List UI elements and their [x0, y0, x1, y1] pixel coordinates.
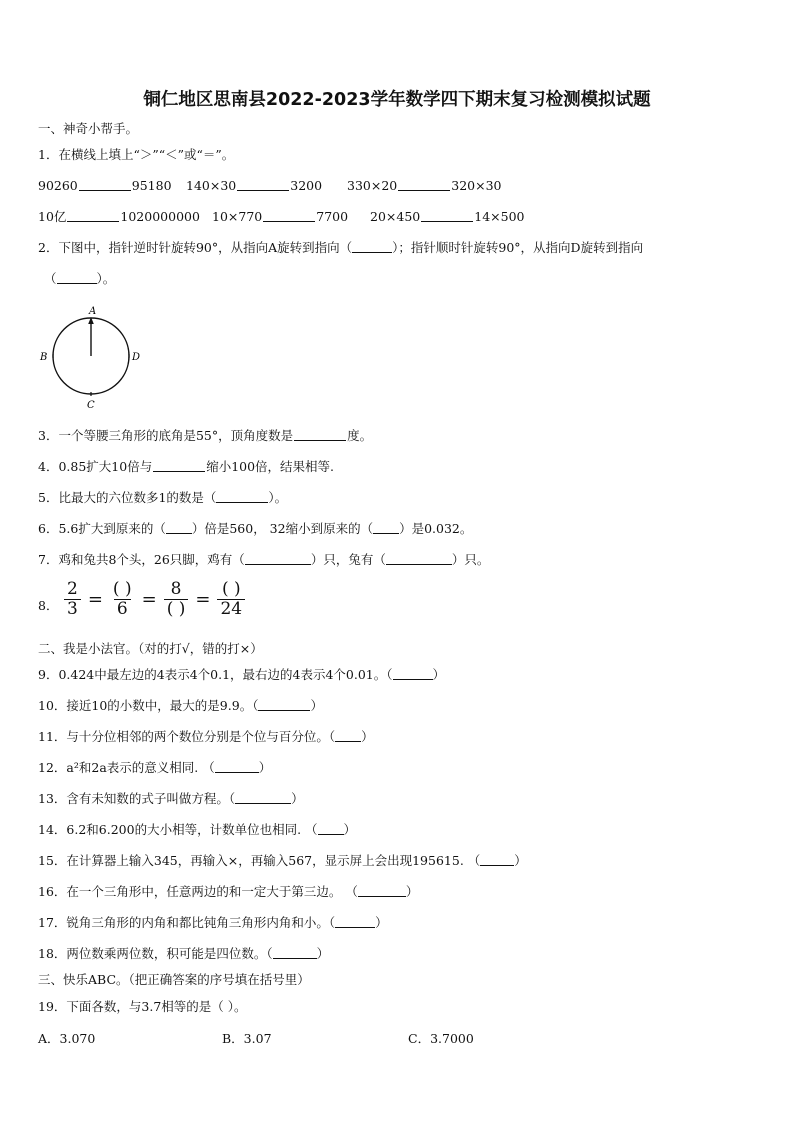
q19-option-c[interactable]: C．3.7000 — [408, 1031, 474, 1046]
judge-q17 — [38, 915, 388, 931]
q1-r2-i1-blank[interactable] — [67, 209, 119, 222]
judge-q16-close: ） — [405, 884, 419, 899]
q19-option-a[interactable]: A．3.070 — [38, 1031, 96, 1046]
judge-q17-blank[interactable] — [335, 915, 375, 928]
judge-q12-close: ） — [258, 760, 272, 775]
label-b: B — [40, 352, 48, 363]
q1-r1-i2-blank[interactable] — [237, 178, 289, 191]
fraction-4 — [217, 580, 245, 619]
q2-blank1[interactable] — [352, 240, 392, 253]
judge-q16 — [38, 884, 418, 900]
judge-q18-close: ） — [316, 946, 330, 961]
judge-q16-text: 16．在一个三角形中，任意两边的和一定大于第三边。 （ — [38, 884, 358, 899]
judge-q11 — [38, 729, 374, 745]
q1-r1-i3-left: 330×20 — [347, 178, 398, 193]
judge-q17-text: 17．锐角三角形的内角和都比钝角三角形内角和小。（ — [38, 915, 336, 930]
q2-blank2[interactable] — [57, 271, 97, 284]
judge-q14-text: 14．6.2和6.200的大小相等，计数单位也相同. （ — [38, 822, 318, 837]
q6-blank2[interactable] — [373, 521, 399, 534]
fraction-1-denominator: 3 — [64, 599, 81, 619]
q7-blank2[interactable] — [386, 552, 452, 565]
judge-q14-blank[interactable] — [318, 822, 344, 835]
q1-row1-item1 — [38, 178, 172, 194]
page-title: 铜仁地区思南县2022-2023学年数学四下期末复习检测模拟试题 — [143, 90, 651, 110]
fraction-3-numerator: 8 — [170, 579, 182, 599]
section-1-heading: 一、神奇小帮手。 — [38, 121, 139, 136]
q2-part2: ）；指针顺时针旋转90°，从指向D旋转到指向 — [392, 240, 644, 255]
judge-q15-close: ） — [514, 853, 527, 868]
q1-row1-item3 — [347, 178, 502, 194]
q1-r2-i1-right: 1020000000 — [120, 209, 200, 224]
q6-text3: ）是0.032。 — [399, 521, 473, 536]
q5 — [38, 490, 287, 506]
q1-r1-i1-right: 95180 — [131, 178, 172, 193]
q6-text1: 6．5.6扩大到原来的（ — [38, 521, 166, 536]
judge-q9-text: 9．0.424中最左边的4表示4个0.1，最右边的4表示4个0.01。（ — [38, 667, 393, 682]
q5-close: ）。 — [268, 490, 288, 505]
q19-stem: 19．下面各数，与3.7相等的是（ ）。 — [38, 999, 247, 1014]
judge-q13-blank[interactable] — [235, 791, 291, 804]
q2-line2-close: ）。 — [96, 271, 116, 286]
q1-row1-item2 — [186, 178, 322, 194]
q2-line2 — [44, 271, 115, 287]
q3-unit: 度。 — [347, 428, 373, 443]
q8-number: 8． — [38, 598, 59, 613]
q1-r1-i2-left: 140×30 — [186, 178, 237, 193]
label-c: C — [87, 400, 95, 411]
q1-r1-i3-blank[interactable] — [398, 178, 450, 191]
q6-text2: ）倍是560， 32缩小到原来的（ — [191, 521, 374, 536]
q2-line1 — [38, 240, 643, 256]
q1-r2-i2-right: 7700 — [316, 209, 349, 224]
judge-q11-close: ） — [361, 729, 374, 744]
fraction-2-denominator: 6 — [114, 599, 131, 619]
judge-q10-blank[interactable] — [258, 698, 310, 711]
fraction-3 — [164, 580, 189, 619]
judge-q10-close: ） — [310, 698, 323, 713]
judge-q9-blank[interactable] — [393, 667, 433, 680]
q7-text1: 7．鸡和兔共8个头，26只脚，鸡有（ — [38, 552, 245, 567]
q4-text2: 缩小100倍，结果相等. — [206, 459, 335, 474]
q1-row2-item1 — [38, 209, 200, 225]
q4 — [38, 459, 334, 475]
judge-q12 — [38, 760, 271, 776]
judge-q15 — [38, 853, 527, 869]
judge-q15-text: 15．在计算器上输入345，再输入×，再输入567，显示屏上会出现195615. （ — [38, 853, 481, 868]
q1-r2-i2-left: 10×770 — [212, 209, 263, 224]
judge-q18-text: 18．两位数乘两位数，积可能是四位数。（ — [38, 946, 273, 961]
clock-dial-diagram — [36, 304, 146, 412]
q6-blank1[interactable] — [166, 521, 192, 534]
fraction-1 — [64, 580, 81, 619]
judge-q14 — [38, 822, 356, 838]
q1-r1-i1-blank[interactable] — [79, 178, 131, 191]
fraction-2-numerator-blank[interactable]: ( ) — [112, 579, 132, 599]
judge-q17-close: ） — [375, 915, 388, 930]
judge-q13 — [38, 791, 304, 807]
q7 — [38, 552, 489, 568]
q1-r1-i1-left: 90260 — [38, 178, 78, 193]
q1-r2-i1-left: 10亿 — [38, 209, 67, 224]
q1-row2-item3 — [370, 209, 525, 225]
equals-sign-3: = — [195, 589, 211, 610]
q4-text: 4．0.85扩大10倍与 — [38, 459, 153, 474]
equals-sign-1: = — [87, 589, 103, 610]
judge-q10 — [38, 698, 323, 714]
section-2-heading: 二、我是小法官。（对的打√，错的打×） — [38, 641, 263, 656]
judge-q10-text: 10．接近10的小数中，最大的是9.9。（ — [38, 698, 259, 713]
label-d: D — [132, 352, 141, 363]
fraction-4-numerator-blank[interactable]: ( ) — [221, 579, 241, 599]
judge-q12-text: 12．a²和2a表示的意义相同. （ — [38, 760, 215, 775]
fraction-1-numerator: 2 — [67, 579, 78, 599]
q7-text3: ）只。 — [451, 552, 490, 567]
judge-q13-close: ） — [291, 791, 304, 806]
q1-r2-i3-blank[interactable] — [421, 209, 473, 222]
q4-blank[interactable] — [153, 459, 205, 472]
q3-blank[interactable] — [294, 428, 346, 441]
q2-part1: 2．下图中，指针逆时针旋转90°，从指向A旋转到指向（ — [38, 240, 353, 255]
section-3-heading: 三、快乐ABC。（把正确答案的序号填在括号里） — [38, 972, 310, 987]
q1-r2-i3-left: 20×450 — [370, 209, 421, 224]
label-a: A — [89, 306, 97, 317]
judge-q9 — [38, 667, 445, 683]
fraction-4-denominator: 24 — [217, 599, 245, 619]
judge-q11-text: 11．与十分位相邻的两个数位分别是个位与百分位。（ — [38, 729, 336, 744]
q6 — [38, 521, 472, 537]
judge-q9-close: ） — [432, 667, 446, 682]
q3 — [38, 428, 372, 444]
fraction-3-denominator-blank[interactable]: ( ) — [164, 599, 189, 619]
q7-text2: ）只，兔有（ — [310, 552, 386, 567]
q19-option-b[interactable]: B．3.07 — [222, 1031, 272, 1046]
q3-text: 3．一个等腰三角形的底角是55°，顶角度数是 — [38, 428, 294, 443]
q1-row2-item2 — [212, 209, 348, 225]
q5-blank[interactable] — [216, 490, 268, 503]
judge-q12-blank[interactable] — [215, 760, 259, 773]
q1-r1-i2-right: 3200 — [290, 178, 323, 193]
judge-q13-text: 13．含有未知数的式子叫做方程。（ — [38, 791, 236, 806]
judge-q18 — [38, 946, 329, 962]
judge-q14-close: ） — [343, 822, 357, 837]
q5-text: 5．比最大的六位数多1的数是（ — [38, 490, 217, 505]
judge-q16-blank[interactable] — [358, 884, 406, 897]
q1-stem: 1．在横线上填上“＞”“＜”或“＝”。 — [38, 147, 235, 162]
judge-q11-blank[interactable] — [335, 729, 361, 742]
fraction-2 — [110, 580, 135, 619]
judge-q18-blank[interactable] — [273, 946, 317, 959]
judge-q15-blank[interactable] — [480, 853, 514, 866]
q7-blank1[interactable] — [245, 552, 311, 565]
q1-r1-i3-right: 320×30 — [451, 178, 502, 193]
q1-r2-i3-right: 14×500 — [474, 209, 525, 224]
equals-sign-2: = — [141, 589, 157, 610]
q1-r2-i2-blank[interactable] — [263, 209, 315, 222]
q2-line2-open: （ — [44, 271, 57, 286]
q8-fraction-equation — [60, 580, 249, 619]
